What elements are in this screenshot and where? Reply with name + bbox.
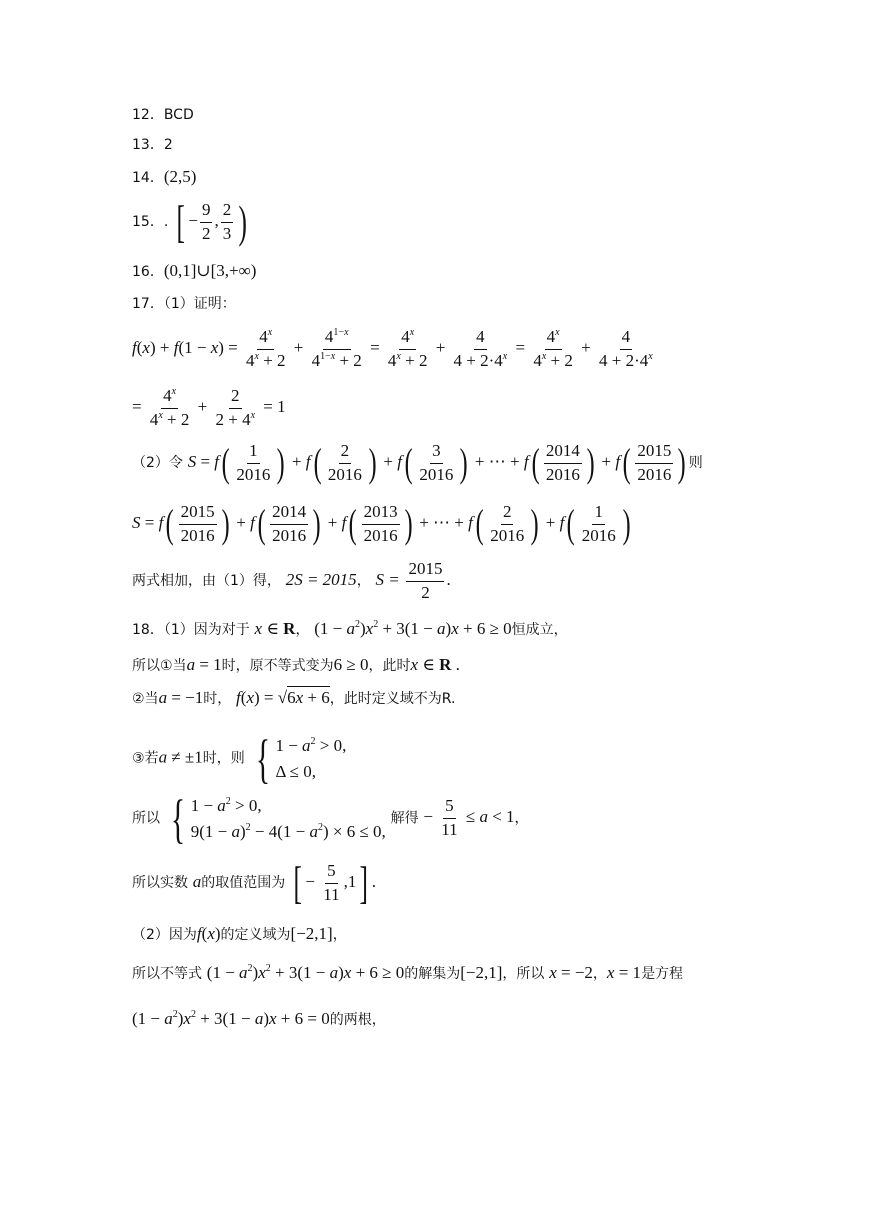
q18-heading: 18．（1）因为对于 x ∈ R， $(1 - a^2)x^2 + 3(1 - a)x + 6 \ge 0$恒成立，	[132, 619, 568, 638]
q18-part2-line3: $(1 - a^2)x^2 + 3(1 - a)x + 6 = 0$的两根，	[132, 1009, 386, 1028]
q17-reversed-sum: S = f( $\frac{2015}{2016}$ ) + f( $\frac{2014}{2016}$ ) + f( $\frac{2013}{2016}$ ) + ⋯ + f( $\frac{2}{2016}$ ) + f( $\frac{1}{2016}$ )	[132, 501, 631, 547]
q18-range: 所以实数 a的取值范围为 [ − $\frac{5}{11}$ ,1] .	[132, 857, 376, 909]
q17-heading: 17．（1）证明：	[132, 296, 236, 312]
answer-16-value: (0,1]∪[3,+∞)	[163, 261, 257, 280]
q18-part2-line2: 所以不等式 $(1 - a^2)x^2 + 3(1 - a)x + 6 \ge 0$的解集为[−2,1]，所以 x = −2，x = 1是方程	[132, 963, 684, 982]
q17-proof-line1: f(x) + f(1 − x) = $\frac{4^x}{4^x + 2}$ + $\frac{4^{1-x}}{4^{1-x} + 2}$ = $\frac{4^x}{4^x + 2}$ + $\frac{4}{4 + 2\cdot 4^x}$ = $\frac{4^x}{4^x + 2}$ + $\frac{4}{4 + 2\cdot 4^x}$	[132, 327, 653, 370]
answer-13: 13．2	[132, 137, 173, 153]
q17-conclusion: 两式相加，由（1）得， 2S = 2015， S = $\frac{2015}{2}$ .	[132, 559, 451, 602]
q18-case2: ②当a = −1时， f(x) = √6x + 6，此时定义域不为R.	[132, 688, 456, 707]
q18-case1: 所以①当a = 1时，原不等式变为6 ≥ 0，此时x ∈ R .	[132, 655, 460, 674]
answer-14	[132, 168, 196, 185]
answer-16-number: 16．	[132, 264, 164, 280]
answer-15-number: 15．.	[132, 214, 169, 231]
answer-14-value: (2,5)	[163, 167, 197, 186]
q17-proof-line2: = $\frac{4^x}{4^x + 2}$ + $\frac{2}{2 + 4^x}$ = 1	[132, 386, 286, 429]
answer-15	[132, 196, 251, 248]
q17-part2-sum: （2）令 S = f( $\frac{1}{2016}$ ) + f( $\frac{2}{2016}$ ) + f( $\frac{3}{2016}$ ) + ⋯ + f( $\frac{2014}{2016}$ ) + f( $\frac{2015}{2016}$ ) 则	[132, 440, 703, 486]
q18-part2: （2）因为f(x)的定义域为[−2,1]，	[132, 924, 347, 943]
answer-14-number: 14．	[132, 170, 164, 186]
q17-then: 则	[688, 455, 703, 472]
q18-case3: ③若a ≠ ±1时，则 { $1 - a^2 > 0$, Δ ≤ 0,	[132, 728, 347, 789]
answer-15-value: [ − $\frac{9}{2}$ , $\frac{2}{3}$ )	[176, 196, 248, 248]
q18-system: 所以 { $1 - a^2 > 0$, $9(1 - a)^2 - 4(1 - a^2) \times 6 \le 0$, 解得 − $\frac{5}{11}$ ≤ a < 1，	[132, 788, 529, 849]
answer-16	[132, 262, 256, 279]
answer-12: 12．BCD	[132, 107, 194, 123]
q17-part2-lead: （2）令	[132, 455, 183, 472]
